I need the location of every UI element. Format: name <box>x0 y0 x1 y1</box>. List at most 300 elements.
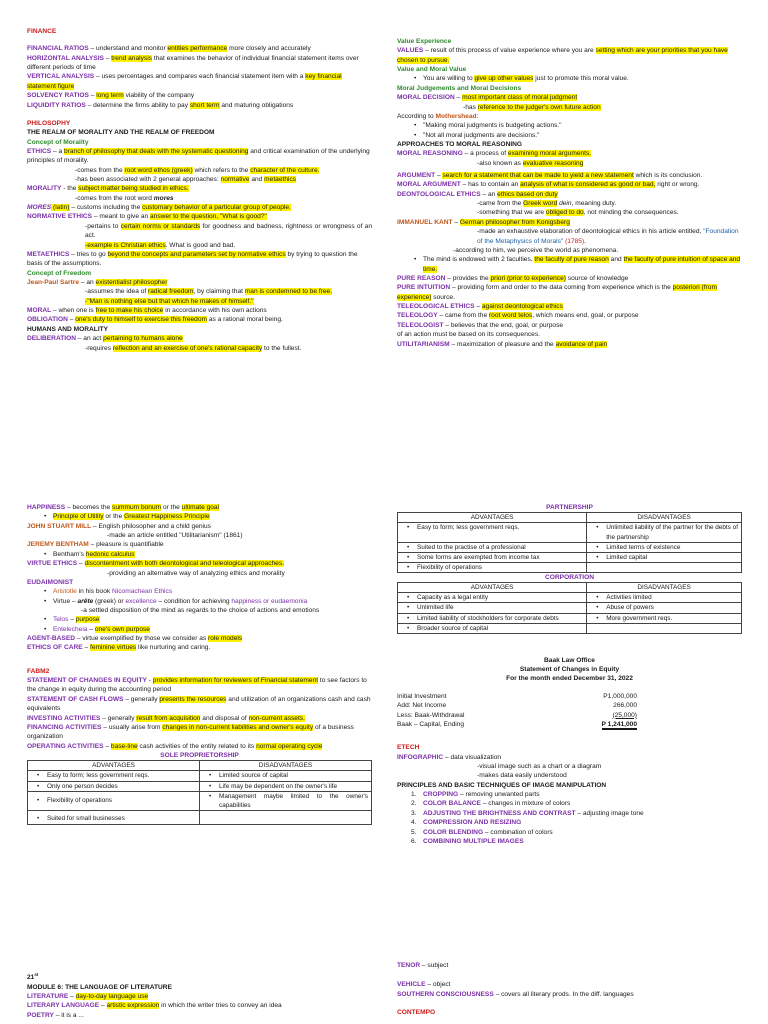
principle-of-utility-bullet <box>39 512 372 521</box>
text-span: . What is good and bad. <box>165 241 236 249</box>
partnership-advantage-cell: • Flexibility of operations <box>401 563 583 572</box>
text-span: MORAL ARGUMENT <box>397 181 461 189</box>
text-span: man is condemned to be free. <box>244 288 333 296</box>
text-span: HORIZONTAL ANALYSIS <box>27 54 104 62</box>
text-span: – condition for achieving <box>156 597 232 605</box>
table-row <box>398 552 742 562</box>
text-span: search for a statement that can be made to yield a new statement <box>442 172 634 180</box>
poetry-entry <box>27 1011 372 1020</box>
text-span: -assumes the idea of <box>85 288 149 296</box>
text-span: and maturing obligations <box>219 101 294 109</box>
table-row <box>398 613 742 623</box>
text-span: and critical examination of the underlying principles of morality. <box>27 147 370 165</box>
realm-title: THE REALM OF MORALITY AND THE REALM OF FREEDOM <box>27 129 215 137</box>
text-span: source of knowledge <box>565 274 629 282</box>
text-span: According to <box>397 112 436 120</box>
text-span: HAPPINESS <box>27 504 66 511</box>
table-row <box>397 701 637 710</box>
text-span: non-current assets. <box>248 714 305 722</box>
text-span: POETRY <box>27 1011 54 1019</box>
text-span: – <box>103 54 112 62</box>
philosophy-title: PHILOSOPHY <box>27 119 71 127</box>
vertical-analysis-entry <box>27 72 372 91</box>
text-span: MORAL REASONING <box>397 150 463 158</box>
text-span: - the <box>61 185 79 193</box>
text-span: FINANCIAL RATIOS <box>27 45 89 53</box>
text-span: – has to contain an <box>460 181 521 189</box>
text-span: obliged to do <box>545 209 584 217</box>
equity-statement <box>397 692 637 729</box>
text-span: PURE REASON <box>397 274 446 282</box>
text-span: P1,000,000 <box>603 692 637 700</box>
text-span: just to promote this moral value. <box>533 75 629 83</box>
text-span: in accordance with his own actions <box>163 307 267 315</box>
normative-ethics-example <box>27 241 372 250</box>
text-span: COLOR BALANCE <box>423 800 481 808</box>
text-span: feminine virtues <box>90 644 137 652</box>
module-title: MODULE 6: THE LANGUAGE OF LITERATURE <box>27 983 172 991</box>
text-span: – <box>68 616 76 624</box>
empty-cell <box>587 562 742 572</box>
corporation-advantage-cell: • Capacity as a legal entity <box>401 593 583 602</box>
text-span: FINANCING ACTIVITIES <box>27 723 102 731</box>
text-span: LITERATURE <box>27 992 69 1000</box>
text-span: TELEOLOGIST <box>397 321 444 329</box>
statement-period: For the month ended December 31, 2022 <box>506 675 633 683</box>
text-span: Add: Net Income <box>397 702 447 710</box>
virtue-bullet <box>39 597 372 606</box>
text-span: (25,000) <box>612 711 637 719</box>
text-span: MORAL DECISION <box>397 94 455 102</box>
text-span: answer to the question, "What is good?" <box>150 213 267 221</box>
sole-proprietorship-table <box>27 760 372 824</box>
text-span: Jean-Paul Sartre <box>27 278 80 286</box>
investing-activities-entry <box>27 714 372 723</box>
principles-heading: PRINCIPLES AND BASIC TECHNIQUES OF IMAGE MANIPULATION <box>397 781 607 789</box>
text-span: AGENT-BASED <box>27 635 75 643</box>
moral-value-bullet <box>409 74 742 83</box>
text-span: evaluative reasoning <box>522 159 584 167</box>
text-span: -example is Christian ethics <box>85 241 166 249</box>
table-row <box>398 593 742 603</box>
text-span: normative <box>220 176 250 184</box>
text-span: -made an exhaustive elaboration of deontological ethics in his article entitled, <box>477 228 704 236</box>
text-span: -has <box>463 103 478 111</box>
text-span: – object <box>425 981 451 989</box>
morality-entry <box>27 184 372 193</box>
list-item <box>409 828 742 837</box>
text-span: – covers all literary prods. In the diff. languages <box>493 990 634 998</box>
value-and-moral-value-heading: Value and Moral Value <box>397 66 467 74</box>
teleologist-entry <box>397 321 567 340</box>
text-span: – an <box>79 278 96 286</box>
moral-reasoning-column <box>397 37 742 349</box>
text-span: root word telos <box>488 312 533 320</box>
ethics-entry <box>27 147 372 166</box>
text-span: – virtue exemplified by those we consider as <box>75 635 209 643</box>
text-span: – provides the <box>445 274 491 282</box>
text-span: or the <box>103 513 125 521</box>
sartre-entry <box>27 278 372 287</box>
text-span: – data visualization <box>443 753 502 761</box>
obligation-entry <box>27 315 372 324</box>
text-span: long term <box>96 92 124 100</box>
text-span: and disposal of <box>200 714 249 722</box>
cash-flows-entry <box>27 695 372 714</box>
text-span: analysis of what is considered as good or bad, <box>520 181 656 189</box>
list-item <box>409 818 742 827</box>
text-span: – <box>68 992 76 1000</box>
argument-entry <box>397 171 742 180</box>
empty-cell <box>200 810 372 824</box>
text-span: PURE INTUITION <box>397 284 451 292</box>
text-span: COMBINING MULTIPLE IMAGES <box>423 837 524 845</box>
text-span: st <box>34 972 39 977</box>
text-span: reflection and an exercise of one's rational capacity <box>112 344 263 352</box>
virtue-disposition-note: -a settled disposition of the mind as regards to the choice of actions and emotions <box>81 606 320 614</box>
text-span: – believes that the end, goal, or purpose of an action must be based on its consequences. <box>397 321 564 339</box>
text-span: metaethics <box>264 176 297 184</box>
text-span: ADJUSTING THE BRIGHTNESS AND CONTRAST <box>423 809 576 817</box>
sartre-quote <box>27 297 372 306</box>
kant-faculties-bullet <box>409 255 742 274</box>
infographic-entry <box>397 753 742 762</box>
text-span: to the fullest. <box>262 344 302 352</box>
corporation-table <box>397 582 742 633</box>
text-span: -comes from the root word <box>75 194 154 202</box>
text-span: - <box>146 677 153 685</box>
text-span: more closely and accurately <box>227 45 311 53</box>
contempo-title: CONTEMPO <box>397 1009 436 1017</box>
text-span: result from acquisition <box>136 714 201 722</box>
deliberation-entry <box>27 334 372 343</box>
table-row <box>398 603 742 613</box>
teleology-entry <box>397 311 742 320</box>
kant-article-note <box>397 227 742 246</box>
text-span: -comes from the <box>75 166 125 174</box>
table-row <box>398 623 742 633</box>
text-span: – generally <box>123 695 160 703</box>
southern-consciousness-entry <box>397 990 742 999</box>
corporation-disadvantages-header: DISADVANTAGES <box>587 583 742 593</box>
entelecheia-bullet <box>39 625 372 634</box>
deliberation-note <box>27 344 372 353</box>
text-span: free to make his choice <box>95 307 164 315</box>
text-span: and utilization of an organizations cash and cash equivalents <box>27 695 371 713</box>
text-span: VALUES <box>397 47 424 55</box>
text-span: most important class of moral judgment <box>462 94 578 102</box>
sartre-freedom-note <box>27 287 372 296</box>
text-span: trend analysis <box>111 54 152 62</box>
text-span: that examines the behavior of individual financial statement items over different periods of time <box>27 54 359 72</box>
text-span: UTILITARIANISM <box>397 340 450 348</box>
sole-disadvantage-cell: • Management maybe limited to the owner's capabilities <box>203 792 368 810</box>
value-experience-heading: Value Experience <box>397 38 452 45</box>
text-span: DELIBERATION <box>27 335 76 343</box>
text-span: , which means end, goal, or purpose <box>532 312 639 320</box>
page-number <box>27 972 372 983</box>
text-span: happiness or eudaemonia <box>231 597 308 605</box>
list-item <box>409 790 742 799</box>
text-span: , by claiming that <box>193 288 245 296</box>
mothershead-intro <box>397 112 742 121</box>
text-span: – <box>82 644 91 652</box>
text-span: radical freedom <box>148 288 194 296</box>
literature-column <box>27 972 372 1020</box>
text-span: like nurturing and caring. <box>136 644 211 652</box>
text-span: or the <box>161 504 182 511</box>
mothershead-quote-1: • "Making moral judgments is budgeting actions." <box>409 121 742 130</box>
text-span: – <box>474 303 482 311</box>
kant-entry <box>397 218 742 227</box>
text-span: hedonic calculus <box>85 550 135 558</box>
corporation-advantage-cell: • Limited liability of stockholders for corporate debts <box>401 614 583 623</box>
text-span: Aristotle <box>53 588 77 596</box>
text-span: existentialist philosopher <box>95 278 168 286</box>
mores-entry <box>27 203 372 212</box>
virtue-ethics-note: -providing an alternative way of analyzing ethics and morality <box>107 569 285 577</box>
text-span: normal operating cycle <box>256 742 323 750</box>
text-span: TENOR <box>397 962 421 969</box>
sole-advantage-cell: • Flexibility of operations <box>31 792 196 805</box>
text-span: NORMATIVE ETHICS <box>27 213 93 221</box>
partnership-disadvantage-cell: • Limited capital <box>590 553 738 562</box>
table-row <box>397 720 637 729</box>
financing-activities-entry <box>27 723 372 742</box>
partnership-advantages-header: ADVANTAGES <box>398 513 587 523</box>
text-span: posteriori (from experience) <box>397 284 717 301</box>
text-span: customary behavior of a particular group of people. <box>142 204 291 212</box>
text-span: Virtue – <box>53 597 78 605</box>
text-span: against deontological ethics <box>481 303 563 311</box>
text-span: character of the culture. <box>250 166 320 174</box>
text-span: SOUTHERN CONSCIOUSNESS <box>397 990 494 998</box>
ethics-of-care-entry <box>27 643 372 652</box>
text-span: , meaning duty. <box>571 200 617 208</box>
text-span: . <box>584 237 587 245</box>
text-span: -also known as <box>477 159 523 167</box>
list-item <box>409 799 742 808</box>
text-span: JEREMY BENTHAM <box>27 541 89 549</box>
text-span: METAETHICS <box>27 250 70 258</box>
text-span: – adjusting image tone <box>575 809 644 817</box>
pure-intuition-entry <box>397 283 742 302</box>
text-span: priori (prior to experience) <box>490 274 566 282</box>
values-entry <box>397 46 742 65</box>
text-span: and <box>608 256 624 264</box>
sole-proprietorship-title: SOLE PROPRIETORSHIP <box>160 751 239 759</box>
text-span: – <box>87 625 95 633</box>
text-span: Mothershead <box>435 112 477 120</box>
finance-title: FINANCE <box>27 28 57 35</box>
sole-advantages-header: ADVANTAGES <box>28 761 200 771</box>
text-span: – <box>77 560 85 568</box>
table-row <box>28 781 372 791</box>
utilitarianism-entry <box>397 340 742 349</box>
deontological-origin-note <box>397 199 742 208</box>
text-span: purpose <box>75 616 100 624</box>
moral-decision-entry <box>397 93 742 102</box>
text-span: Entelecheia <box>53 625 88 633</box>
text-span: – an <box>480 190 498 198</box>
business-etech-column <box>397 503 742 846</box>
text-span: COMPRESSION AND RESIZING <box>423 819 522 827</box>
infographic-note-2: -makes data easily understood <box>477 772 567 780</box>
text-span: – usually arise from <box>101 723 163 731</box>
text-span: – determine the firms ability to pay <box>85 101 190 109</box>
text-span: right or wrong. <box>655 181 700 189</box>
empty-cell <box>587 623 742 633</box>
text-span: OPERATING ACTIVITIES <box>27 742 104 750</box>
table-row <box>397 711 637 720</box>
text-span: – generally <box>100 714 137 722</box>
text-span: 21 <box>27 974 35 982</box>
text-span: arête <box>77 597 94 605</box>
text-span: DEONTOLOGICAL ETHICS <box>397 190 481 198</box>
text-span: beyond the concepts and parameters set by normative ethics <box>107 250 286 258</box>
text-span: presents the resources <box>159 695 227 703</box>
text-span: ETHICS OF CARE <box>27 644 83 652</box>
text-span: of a business organization <box>27 723 354 741</box>
eudaimonist-heading: EUDAIMONIST <box>27 578 74 586</box>
sole-disadvantages-header: DISADVANTAGES <box>200 761 372 771</box>
text-span: 266,000 <box>613 702 637 710</box>
text-span: examining moral arguments. <box>507 150 592 158</box>
text-span: LITERARY LANGUAGE <box>27 1002 100 1010</box>
text-span: excellence <box>125 597 157 605</box>
concept-of-freedom-heading: Concept of Freedom <box>27 269 92 277</box>
text-span: one's duty to himself to exercise this freedom <box>75 316 207 324</box>
corporation-disadvantage-cell: • Abuse of powers <box>590 603 738 612</box>
corporation-advantage-cell: • Unlimited life <box>401 603 583 612</box>
text-span: and <box>249 176 265 184</box>
text-span: -came from the <box>477 200 524 208</box>
aristotle-bullet <box>39 587 372 596</box>
table-row <box>28 810 372 824</box>
text-span: subject matter being studied in ethics. <box>78 185 189 193</box>
bentham-entry <box>27 540 372 549</box>
sole-advantage-cell: • Only one person decides <box>31 782 196 791</box>
text-span: role models <box>208 635 243 643</box>
sole-advantage-cell: • Easy to form; less government reqs. <box>31 771 196 780</box>
text-span: – uses percentages and compares each financial statement item with a <box>94 73 306 81</box>
table-row <box>398 523 742 542</box>
text-span: ethics based on duty <box>497 190 558 198</box>
text-span: – tries to go <box>69 250 108 258</box>
literature-terms-column <box>397 961 742 1017</box>
text-span: Greatest Happiness Principle <box>124 513 210 521</box>
table-row <box>397 692 637 701</box>
text-span: reference to the judger's own future action <box>477 103 601 111</box>
table-row <box>28 771 372 781</box>
text-span: – changes in mixture of colors <box>480 800 571 808</box>
statement-name: Statement of Changes in Equity <box>519 666 620 674</box>
teleological-entry <box>397 302 742 311</box>
sole-disadvantage-cell: • Life may be dependent on the owner's life <box>203 782 368 791</box>
list-item <box>409 837 742 846</box>
ethics-origin-note <box>27 166 372 175</box>
corporation-title: CORPORATION <box>545 573 594 581</box>
moral-reasoning-entry <box>397 149 742 158</box>
mothershead-quote-2: • "Not all moral judgments are decisions." <box>409 131 742 140</box>
telos-bullet <box>39 615 372 624</box>
text-span: branch of philosophy that deals with the systematic questioning <box>64 147 249 155</box>
text-span: TELEOLOGICAL ETHICS <box>397 303 475 311</box>
text-span: – removing unwanted parts <box>458 791 540 799</box>
text-span: the faculty of pure intuition of space and time. <box>423 256 741 273</box>
literature-entry <box>27 992 372 1001</box>
list-item <box>409 809 742 818</box>
text-span: : <box>476 112 479 120</box>
table-row <box>28 791 372 810</box>
text-span: in which the writer tries to convey an idea <box>159 1002 282 1010</box>
text-span: LIQUIDITY RATIOS <box>27 101 86 109</box>
text-span: entities performance <box>167 45 228 53</box>
text-span: Bentham's <box>53 550 86 558</box>
deontological-entry <box>397 190 742 199</box>
partnership-advantage-cell: • Suited to the practise of a professional <box>401 543 583 552</box>
mill-entry <box>27 522 372 531</box>
partnership-disadvantage-cell: • Limited terms of existence <box>590 543 738 552</box>
partnership-table <box>397 512 742 573</box>
moral-argument-entry <box>397 180 742 189</box>
text-span: (latin) <box>51 204 70 212</box>
text-span: – it is a ... <box>53 1011 84 1019</box>
text-span: IMMANUEL KANT <box>397 218 453 226</box>
finance-philosophy-column <box>27 27 372 353</box>
horizontal-analysis-entry <box>27 54 372 73</box>
text-span: CROPPING <box>423 791 459 799</box>
text-span: setting which are your priorities that you have chosen to pursue. <box>397 47 728 64</box>
text-span: INVESTING ACTIVITIES <box>27 714 101 722</box>
text-span: VEHICLE <box>397 981 426 989</box>
text-span: avoidance of pain <box>555 340 608 348</box>
moral-reasoning-note <box>397 159 742 168</box>
text-span: , not minding the consequences. <box>583 209 679 217</box>
deontological-duty-note <box>397 208 742 217</box>
text-span: one's own purpose <box>94 625 150 633</box>
text-span: OBLIGATION <box>27 316 68 324</box>
happiness-entry <box>27 503 372 512</box>
text-span: MORES <box>27 204 52 212</box>
text-span: artistic expression <box>106 1002 160 1010</box>
morality-origin-note <box>27 194 372 203</box>
text-span: short term <box>189 101 220 109</box>
text-span: Less: Baak-Withdrawal <box>397 711 465 719</box>
text-span: – combination of colors <box>483 828 553 836</box>
partnership-advantage-cell: • Easy to form; less government reqs. <box>401 523 583 532</box>
text-span: certain norms or standards <box>120 222 201 230</box>
text-span: to see factors to the change in equity during the accounting period <box>27 677 367 694</box>
corporation-disadvantage-cell: • Activities limited <box>590 593 738 602</box>
corporation-advantage-cell: • Broader source of capital <box>401 624 583 633</box>
sole-disadvantage-cell: • Limited source of capital <box>203 771 368 780</box>
text-span: – an act <box>75 335 104 343</box>
normative-ethics-entry <box>27 212 372 221</box>
metaethics-entry <box>27 250 372 269</box>
text-span: for goodness and badness, rightness or wrongness of an act. <box>85 222 372 240</box>
text-span: ETHICS <box>27 147 52 155</box>
ethics-finance-column <box>27 503 372 825</box>
statement-header <box>397 656 742 684</box>
financial-ratios-entry <box>27 44 372 53</box>
text-span: – <box>454 94 463 102</box>
text-span: which is its conclusion. <box>633 172 703 180</box>
text-span: Initial Investment <box>397 692 447 700</box>
text-span: (1785) <box>563 237 585 245</box>
liquidity-ratios-entry <box>27 101 372 110</box>
moral-judgements-heading: Moral Judgements and Moral Decisions <box>397 84 522 92</box>
